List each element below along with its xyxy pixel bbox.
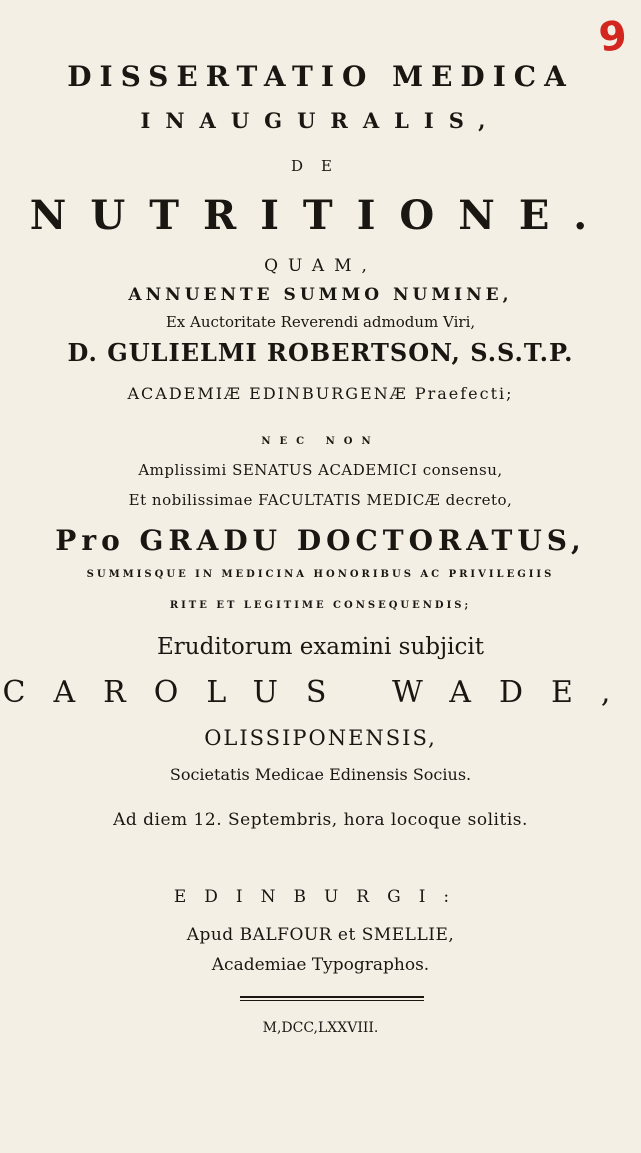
- gradu-doctoratus-line: Pro GRADU DOCTORATUS,: [55, 524, 586, 557]
- divider-rule: [240, 996, 424, 1001]
- annuente-line: ANNUENTE SUMMO NUMINE,: [128, 285, 513, 305]
- author-origin: OLISSIPONENSIS,: [204, 726, 437, 750]
- auctoritate-line: Ex Auctoritate Reverendi admodum Viri,: [165, 313, 476, 331]
- printers-line: Apud BALFOUR et SMELLIE,: [186, 925, 455, 945]
- consequendis-line: RITE ET LEGITIME CONSEQUENDIS;: [169, 600, 472, 611]
- title-line-dissertatio: DISSERTATIO MEDICA: [67, 60, 574, 93]
- date-line: Ad diem 12. Septembris, hora locoque solitis.: [113, 810, 528, 830]
- title-line-inauguralis: INAUGURALIS,: [140, 108, 501, 133]
- facultatis-line: Et nobilissimae FACULTATIS MEDICÆ decreto,: [128, 491, 513, 509]
- imprint-place: EDINBURGI:: [173, 887, 468, 907]
- title-line-nutritione: NUTRITIONE.: [29, 192, 612, 239]
- necnon-line: NEC NON: [261, 436, 380, 447]
- examini-line: Eruditorum examini subjicit: [157, 634, 484, 660]
- author-name: CAROLUS WADE,: [2, 675, 639, 710]
- principal-name: D. GULIELMI ROBERTSON, S.S.T.P.: [67, 338, 574, 367]
- academiae-line: ACADEMIÆ EDINBURGENÆ Praefecti;: [127, 384, 514, 403]
- title-line-de: DE: [291, 157, 350, 175]
- page-number: 9: [596, 12, 630, 62]
- honoribus-line: SUMMISQUE IN MEDICINA HONORIBUS AC PRIVILEGIIS: [86, 569, 555, 580]
- imprint-year: M,DCC,LXXVIII.: [262, 1020, 379, 1036]
- society-line: Societatis Medicae Edinensis Socius.: [169, 765, 472, 784]
- senatus-line: Amplissimi SENATUS ACADEMICI consensu,: [138, 461, 503, 479]
- quam-line: QUAM,: [264, 256, 377, 276]
- typographos-line: Academiae Typographos.: [211, 955, 430, 975]
